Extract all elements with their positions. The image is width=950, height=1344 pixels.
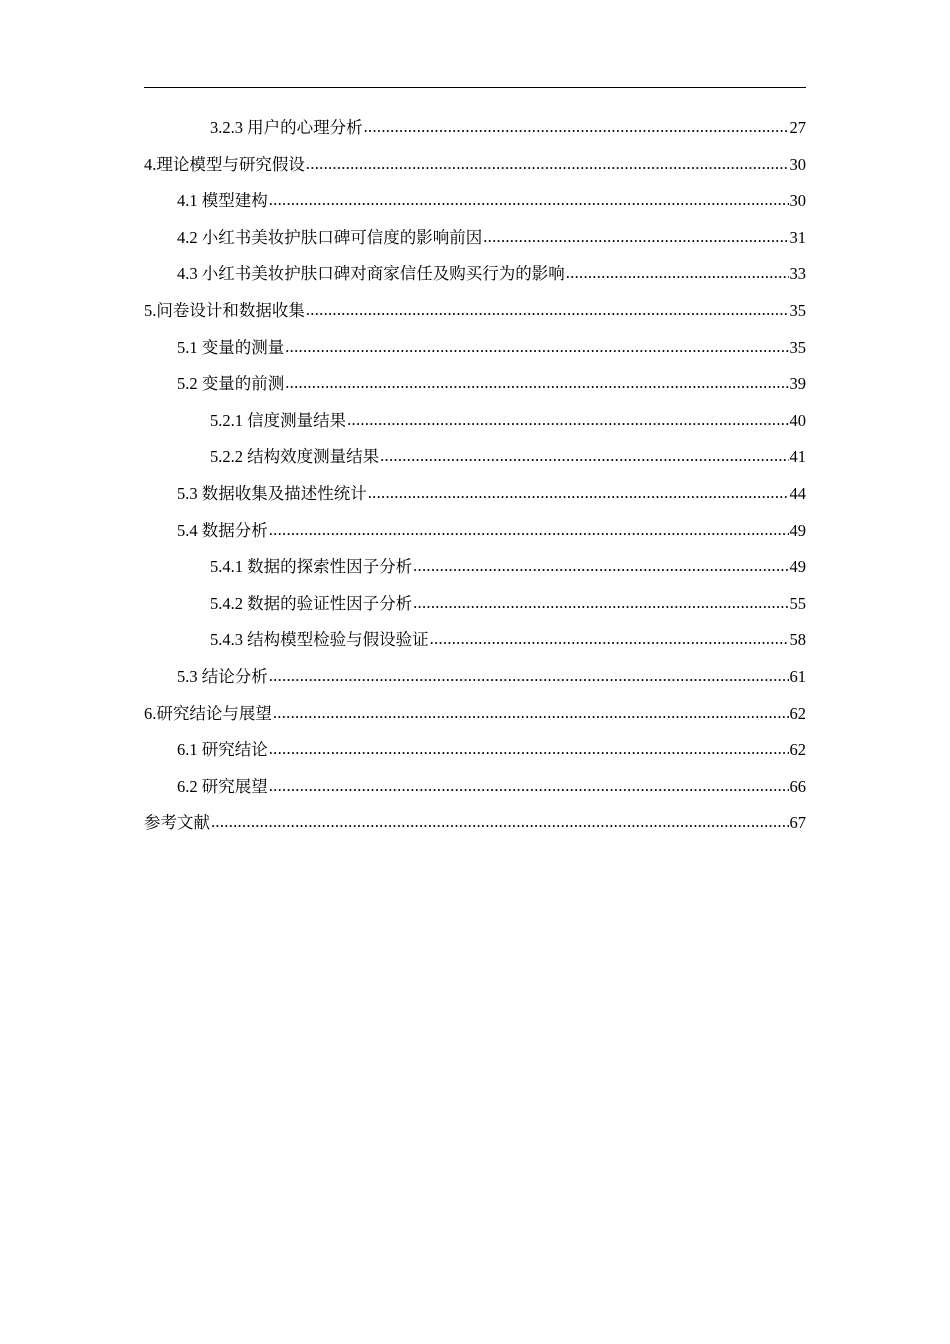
toc-entry-title: 6.2 研究展望 [177,776,268,796]
toc-entry-title: 4.2 小红书美妆护肤口碑可信度的影响前因 [177,227,483,247]
toc-page-number: 40 [789,410,806,430]
toc-entry-title: 5.2 变量的前测 [177,374,285,394]
toc-entry-title: 5.2.1 信度测量结果 [210,410,347,430]
toc-entry-title: 5.2.2 结构效度测量结果 [210,447,380,467]
toc-page-number: 30 [789,191,806,211]
toc-entry[interactable] [144,439,806,476]
toc-dot-leader [413,548,788,585]
toc-page-number: 41 [789,447,806,467]
toc-entry[interactable] [144,147,806,184]
toc-dot-leader [364,109,789,146]
toc-entry-title: 4.3 小红书美妆护肤口碑对商家信任及购买行为的影响 [177,264,565,284]
toc-entry[interactable] [144,476,806,513]
toc-dot-leader [413,585,788,622]
toc-entry-title: 5.4.2 数据的验证性因子分析 [210,593,413,613]
toc-page-number: 35 [789,337,806,357]
toc-dot-leader [380,438,788,475]
toc-entry[interactable] [144,769,806,806]
toc-page-number: 62 [789,703,806,723]
toc-page-number: 30 [789,154,806,174]
toc-entry-title: 4.理论模型与研究假设 [144,154,305,174]
toc-entry-title: 3.2.3 用户的心理分析 [210,118,363,137]
toc-dot-leader [269,512,789,549]
toc-page-number: 27 [789,118,806,137]
toc-page-number: 62 [789,740,806,760]
toc-entry-title: 6.研究结论与展望 [144,703,272,723]
toc-dot-leader [273,695,789,732]
toc-entry-title: 6.1 研究结论 [177,740,268,760]
toc-dot-leader [285,329,788,366]
toc-dot-leader [368,475,789,512]
toc-page-number: 49 [789,557,806,577]
toc-entry[interactable] [144,183,806,220]
toc-dot-leader [566,255,789,292]
toc-entry-title: 参考文献 [144,813,210,833]
toc-dot-leader [269,768,789,805]
toc-entry-title: 5.问卷设计和数据收集 [144,300,305,320]
toc-entry-title: 5.3 结论分析 [177,666,268,686]
toc-dot-leader [269,658,789,695]
toc-entry[interactable] [144,256,806,293]
table-of-contents [144,110,806,842]
toc-entry[interactable] [144,330,806,367]
toc-dot-leader [269,731,789,768]
toc-entry[interactable] [144,513,806,550]
toc-page-number: 58 [789,630,806,650]
toc-page-number: 33 [789,264,806,284]
toc-dot-leader [269,182,789,219]
toc-page-number: 44 [789,483,806,503]
toc-entry[interactable] [144,732,806,769]
toc-entry-title: 5.4 数据分析 [177,520,268,540]
toc-entry-title: 5.3 数据收集及描述性统计 [177,483,367,503]
toc-page-number: 66 [789,776,806,796]
toc-entry[interactable] [144,366,806,403]
toc-page-number: 31 [789,227,806,247]
toc-page-number: 39 [789,374,806,394]
toc-page-number: 55 [789,593,806,613]
toc-page-number: 35 [789,300,806,320]
toc-page-number: 49 [789,520,806,540]
toc-entry[interactable] [144,220,806,257]
toc-entry[interactable] [144,549,806,586]
toc-entry[interactable] [144,403,806,440]
toc-entry-title: 5.4.3 结构模型检验与假设验证 [210,630,429,650]
toc-page-number: 67 [789,813,806,833]
toc-dot-leader [430,621,789,658]
toc-entry[interactable] [144,586,806,623]
header-rule [144,87,806,88]
toc-entry[interactable] [144,659,806,696]
toc-dot-leader [306,292,789,329]
toc-entry[interactable] [144,110,806,147]
toc-entry[interactable] [144,622,806,659]
toc-entry-title: 5.1 变量的测量 [177,337,285,357]
toc-entry[interactable] [144,805,806,842]
toc-page-number: 61 [789,666,806,686]
toc-dot-leader [347,402,788,439]
toc-dot-leader [306,146,789,183]
toc-dot-leader [211,804,789,841]
toc-dot-leader [483,219,788,256]
toc-dot-leader [285,365,788,402]
toc-entry-title: 5.4.1 数据的探索性因子分析 [210,557,413,577]
toc-entry[interactable] [144,696,806,733]
toc-entry[interactable] [144,293,806,330]
toc-entry-title: 4.1 模型建构 [177,191,268,211]
